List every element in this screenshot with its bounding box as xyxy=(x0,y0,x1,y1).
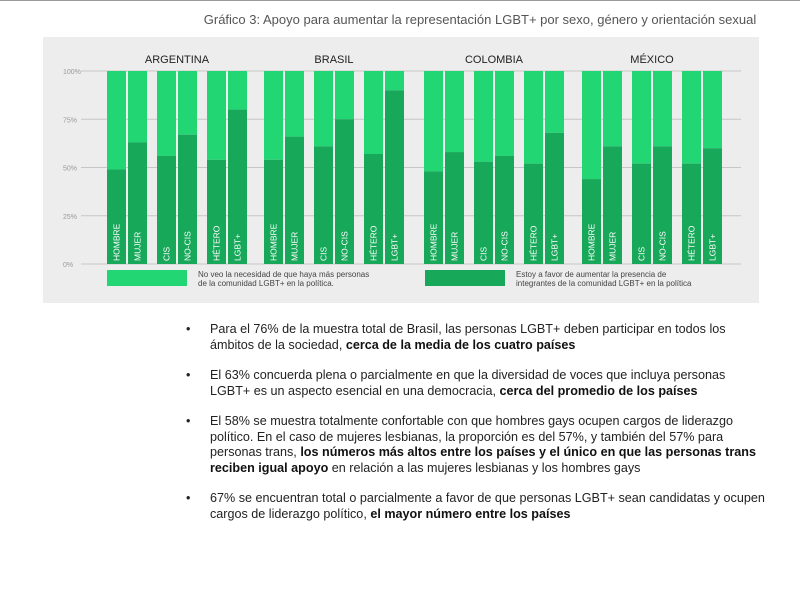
bullet-item-2 xyxy=(186,368,766,399)
bullet-bold: los números más altos entre los países y el único en que las personas trans reciben igual apoyo xyxy=(210,445,756,475)
legend-text: de la comunidad LGBT+ en la política. xyxy=(198,279,334,288)
bar-category-label: MUJER xyxy=(289,231,300,261)
bar-segment-no-need xyxy=(207,71,226,160)
bar-category-label: HÉTERO xyxy=(211,225,222,261)
bullet-bold: cerca del promedio de los países xyxy=(499,383,698,398)
chart-title: Gráfico 3: Apoyo para aumentar la representación LGBT+ por sexo, género y orientación sexual xyxy=(203,12,757,27)
bar-category-label: LGBT+ xyxy=(707,233,718,261)
bar-segment-no-need xyxy=(495,71,514,156)
chart-panel xyxy=(43,37,759,303)
y-tick-label: 100% xyxy=(63,69,81,76)
bar-category-label: HOMBRE xyxy=(268,223,279,261)
bullet-after: en relación a las mujeres lesbianas y los hombres gays xyxy=(328,460,641,475)
country-label: MÉXICO xyxy=(630,54,674,66)
legend-text: Estoy a favor de aumentar la presencia de xyxy=(516,270,667,279)
bar-segment-no-need xyxy=(474,71,493,162)
bar-segment-no-need xyxy=(314,71,333,146)
country-label: BRASIL xyxy=(314,54,354,66)
bar-segment-no-need xyxy=(385,71,404,90)
bar-category-label: HÉTERO xyxy=(686,225,697,261)
bar-segment-no-need xyxy=(157,71,176,156)
bar-category-label: CIS xyxy=(161,246,172,261)
bullet-bold: cerca de la media de los cuatro países xyxy=(345,337,576,352)
bullet-dot: • xyxy=(186,322,191,336)
y-tick-label: 25% xyxy=(63,213,78,221)
bar-segment-no-need xyxy=(545,71,564,133)
bullet-dot: • xyxy=(186,414,191,428)
bullet-dot: • xyxy=(186,368,191,382)
y-tick-label: 75% xyxy=(63,117,78,125)
bullet-item-4 xyxy=(186,491,766,522)
bullet-item-1 xyxy=(186,322,766,353)
bar-segment-no-need xyxy=(228,71,247,110)
bar-category-label: NO-CIS xyxy=(182,231,193,261)
bar-segment-no-need xyxy=(603,71,622,146)
bullet-list xyxy=(186,322,766,537)
legend-swatch xyxy=(425,270,505,286)
bar-segment-no-need xyxy=(364,71,383,154)
bar-segment-no-need xyxy=(424,71,443,171)
y-tick-label: 0% xyxy=(63,262,74,269)
bullet-dot: • xyxy=(186,491,191,505)
bar-category-label: HOMBRE xyxy=(428,223,439,261)
bar-category-label: MUJER xyxy=(607,231,618,261)
stacked-bar-chart xyxy=(43,37,759,303)
bar-segment-no-need xyxy=(703,71,722,148)
bar-segment-no-need xyxy=(653,71,672,146)
legend-text: No veo la necesidad de que haya más personas xyxy=(198,270,370,279)
bar-category-label: LGBT+ xyxy=(232,233,243,261)
bar-category-label: LGBT+ xyxy=(549,233,560,261)
bar-category-label: CIS xyxy=(478,246,489,261)
top-rule xyxy=(0,0,800,1)
bar-category-label: CIS xyxy=(636,246,647,261)
bar-segment-no-need xyxy=(264,71,283,160)
bar-category-label: HOMBRE xyxy=(111,223,122,261)
bar-segment-no-need xyxy=(632,71,651,164)
bar-segment-no-need xyxy=(524,71,543,164)
bar-category-label: NO-CIS xyxy=(339,231,350,261)
bullet-text: El 63% concuerda plena o parcialmente en que la diversidad de voces que incluya personas LGBT+ es un aspecto esencial en una democracia, xyxy=(210,368,726,398)
country-label: COLOMBIA xyxy=(464,54,524,66)
bar-category-label: CIS xyxy=(318,246,329,261)
bar-segment-no-need xyxy=(128,71,147,142)
bullet-text: 67% se encuentran total o parcialmente a favor de que personas LGBT+ sean candidatas y ocupen cargos de liderazgo político, xyxy=(210,491,765,521)
bar-category-label: HÉTERO xyxy=(528,225,539,261)
bullet-text: El 58% se muestra totalmente confortable con que hombres gays ocupen cargos de liderazgo político. En el caso de mujeres lesbianas, la proporción es del 57%, y también del 57% para personas trans, xyxy=(210,414,733,459)
bar-segment-no-need xyxy=(107,71,126,169)
bar-category-label: LGBT+ xyxy=(389,233,400,261)
bar-segment-no-need xyxy=(445,71,464,152)
bar-segment-in-favor xyxy=(314,146,333,264)
bar-category-label: NO-CIS xyxy=(499,231,510,261)
bar-category-label: HÉTERO xyxy=(368,225,379,261)
bar-segment-no-need xyxy=(582,71,601,179)
country-label: ARGENTINA xyxy=(144,54,210,66)
bar-segment-no-need xyxy=(285,71,304,137)
bar-segment-no-need xyxy=(335,71,354,119)
bar-segment-no-need xyxy=(682,71,701,164)
bullet-bold: el mayor número entre los países xyxy=(370,506,571,521)
y-tick-label: 50% xyxy=(63,165,78,173)
bar-category-label: NO-CIS xyxy=(657,231,668,261)
legend-text: integrantes de la comunidad LGBT+ en la política xyxy=(516,279,692,288)
bar-category-label: HOMBRE xyxy=(586,223,597,261)
bar-category-label: MUJER xyxy=(132,231,143,261)
legend-swatch xyxy=(107,270,187,286)
bullet-item-3 xyxy=(186,414,766,476)
bar-segment-no-need xyxy=(178,71,197,135)
bar-category-label: MUJER xyxy=(449,231,460,261)
bullet-text: Para el 76% de la muestra total de Brasil, las personas LGBT+ deben participar en todos los ámbitos de la sociedad, xyxy=(210,322,726,352)
